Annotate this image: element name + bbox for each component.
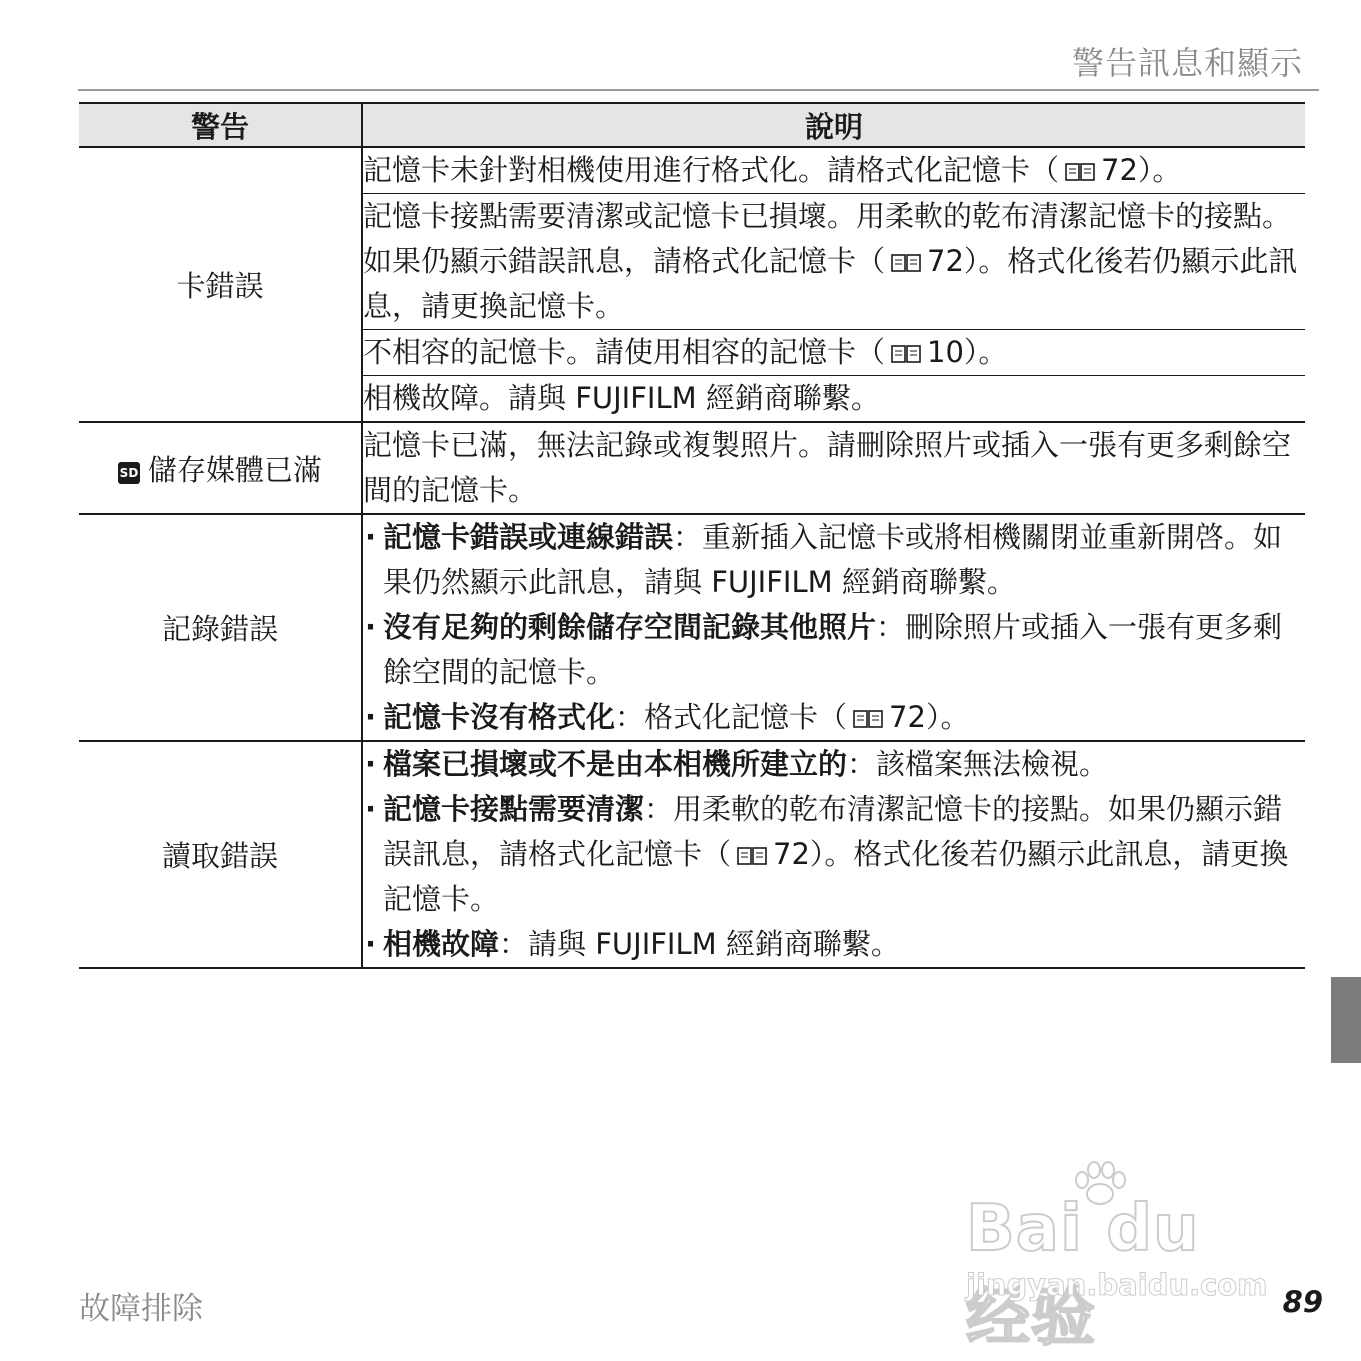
description-cell xyxy=(362,147,1305,194)
table-row xyxy=(79,514,1305,741)
bullet-text: ：刪除照片或插入一張有更多剩餘空間的記憶卡。 xyxy=(383,610,1283,689)
book-icon xyxy=(891,345,921,363)
page-ref: 72 xyxy=(1101,153,1138,187)
table-row xyxy=(79,147,1305,194)
footer-section-title: 故障排除 xyxy=(79,1291,203,1327)
description-cell xyxy=(362,514,1305,741)
bullet-title: 檔案已損壞或不是由本相機所建立的 xyxy=(383,747,848,781)
description-cell xyxy=(362,330,1305,376)
description-text: 記憶卡未針對相機使用進行格式化。請格式化記憶卡（ xyxy=(363,153,1060,187)
page-header-title: 警告訊息和顯示 xyxy=(1071,44,1303,82)
header-rule xyxy=(78,89,1319,91)
page-ref: 72 xyxy=(889,700,926,734)
book-icon xyxy=(891,254,921,272)
list-item xyxy=(363,922,1305,967)
sd-card-icon: SD xyxy=(118,462,140,484)
description-text: 不相容的記憶卡。請使用相容的記憶卡（ xyxy=(363,335,886,369)
description-cell: 記憶卡已滿，無法記錄或複製照片。請刪除照片或插入一張有更多剩餘空間的記憶卡。 xyxy=(362,422,1305,514)
bullet-text: ：該檔案無法檢視。 xyxy=(847,747,1109,781)
bullet-title: 沒有足夠的剩餘儲存空間記錄其他照片 xyxy=(383,610,877,644)
book-icon xyxy=(737,847,767,865)
description-text-after: ）。格式化後若仍顯示此訊息，請更換記憶卡。 xyxy=(363,244,1298,323)
bullet-text-after: ）。 xyxy=(925,700,970,734)
book-icon xyxy=(1065,163,1095,181)
book-icon xyxy=(853,710,883,728)
page-ref: 72 xyxy=(773,837,810,871)
table-row xyxy=(79,422,1305,514)
warning-card-error: 卡錯誤 xyxy=(79,147,362,422)
bullet-text: ：重新插入記憶卡或將相機關閉並重新開啓。如果仍然顯示此訊息，請與 FUJIFILM 經銷商聯繫。 xyxy=(383,520,1283,599)
section-side-tab xyxy=(1331,977,1361,1063)
watermark-main-text: Bai du 经验 xyxy=(966,1192,1200,1355)
baidu-watermark xyxy=(966,1160,1278,1355)
list-item xyxy=(363,742,1305,787)
bullet-text: ：用柔軟的乾布清潔記憶卡的接點。如果仍顯示錯誤訊息，請格式化記憶卡（ xyxy=(383,792,1283,871)
warning-read-error: 讀取錯誤 xyxy=(79,741,362,968)
list-item xyxy=(363,515,1305,605)
warning-storage-full xyxy=(79,422,362,514)
column-header-warning: 警告 xyxy=(79,103,362,147)
table-header-row xyxy=(79,103,1305,147)
bullet-title: 記憶卡接點需要清潔 xyxy=(383,792,645,826)
description-cell xyxy=(362,741,1305,968)
bullet-text: ：請與 FUJIFILM 經銷商聯繫。 xyxy=(499,927,900,961)
watermark-url: jingyan.baidu.com xyxy=(966,1268,1268,1302)
description-cell xyxy=(362,194,1305,330)
bullet-text-after: ）。格式化後若仍顯示此訊息，請更換記憶卡。 xyxy=(383,837,1289,916)
column-header-description: 說明 xyxy=(362,103,1305,147)
bullet-text: ：格式化記憶卡（ xyxy=(615,700,848,734)
warning-table xyxy=(79,102,1305,969)
bullet-title: 相機故障 xyxy=(383,927,500,961)
description-text-after: ）。 xyxy=(963,335,1008,369)
description-text-after: ）。 xyxy=(1137,153,1182,187)
list-item xyxy=(363,695,1305,740)
list-item xyxy=(363,605,1305,695)
list-item xyxy=(363,787,1305,922)
page-number: 89 xyxy=(1282,1285,1323,1319)
description-cell: 相機故障。請與 FUJIFILM 經銷商聯繫。 xyxy=(362,376,1305,423)
page-ref: 72 xyxy=(927,244,964,278)
bullet-title: 記憶卡沒有格式化 xyxy=(383,700,616,734)
warning-recording-error: 記錄錯誤 xyxy=(79,514,362,741)
table-row xyxy=(79,741,1305,968)
warning-label: 儲存媒體已滿 xyxy=(147,452,322,487)
description-text: 記憶卡接點需要清潔或記憶卡已損壞。用柔軟的乾布清潔記憶卡的接點。如果仍顯示錯誤訊息，請格式化記憶卡（ xyxy=(363,199,1292,278)
bullet-title: 記憶卡錯誤或連線錯誤 xyxy=(383,520,674,554)
page-ref: 10 xyxy=(927,335,964,369)
